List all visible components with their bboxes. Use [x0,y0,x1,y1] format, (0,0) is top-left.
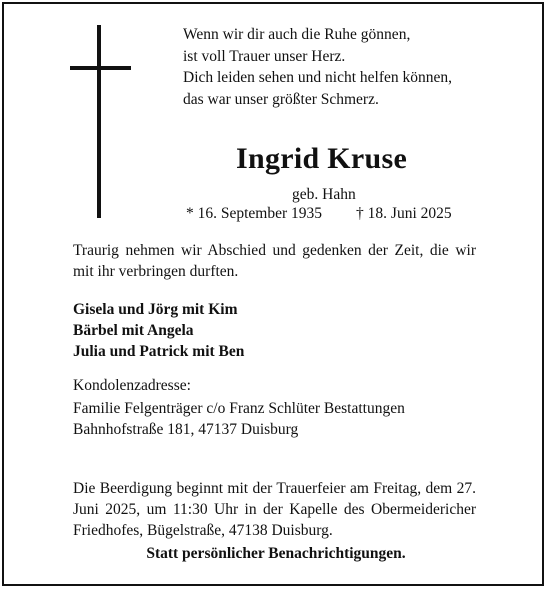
family-list [73,299,476,362]
poem-line: das war unser größter Schmerz. [183,90,379,108]
poem-line: Wenn wir dir auch die Ruhe gönnen, [183,26,411,43]
address-line: Bahnhofstraße 181, 47137 Duisburg [73,421,299,438]
cross-vertical-bar [97,25,101,218]
death-date: † 18. Juni 2025 [356,205,452,222]
burial-text: Die Beerdigung beginnt mit der Trauerfeier am Freitag, dem 27. Juni 2025, um 11:30 Uhr in der Kapelle des Obermeidericher Friedhofes, Bügelstraße, 47138 Duisburg. [73,480,476,539]
family-member: Julia und Patrick mit Ben [73,343,245,360]
farewell-text: Traurig nehmen wir Abschied und gedenken der Zeit, die wir mit ihr verbringen durften. [73,242,476,280]
deceased-name: Ingrid Kruse [236,142,408,175]
family-member: Bärbel mit Angela [73,322,194,339]
condolence-label: Kondolenzadresse: [73,377,191,394]
birth-date: * 16. September 1935 [186,205,323,222]
condolence-address [73,398,476,440]
poem-line: Dich leiden sehen und nicht helfen können, [183,69,453,86]
birth-name: geb. Hahn [292,186,356,203]
family-member: Gisela und Jörg mit Kim [73,301,238,318]
life-dates [186,205,452,223]
footer-note: Statt persönlicher Benachrichtigungen. [146,545,406,562]
poem-line: ist voll Trauer unser Herz. [183,47,346,65]
poem [183,24,452,110]
address-line: Familie Felgenträger c/o Franz Schlüter Bestattungen [73,400,405,417]
cross-horizontal-bar [70,66,131,70]
